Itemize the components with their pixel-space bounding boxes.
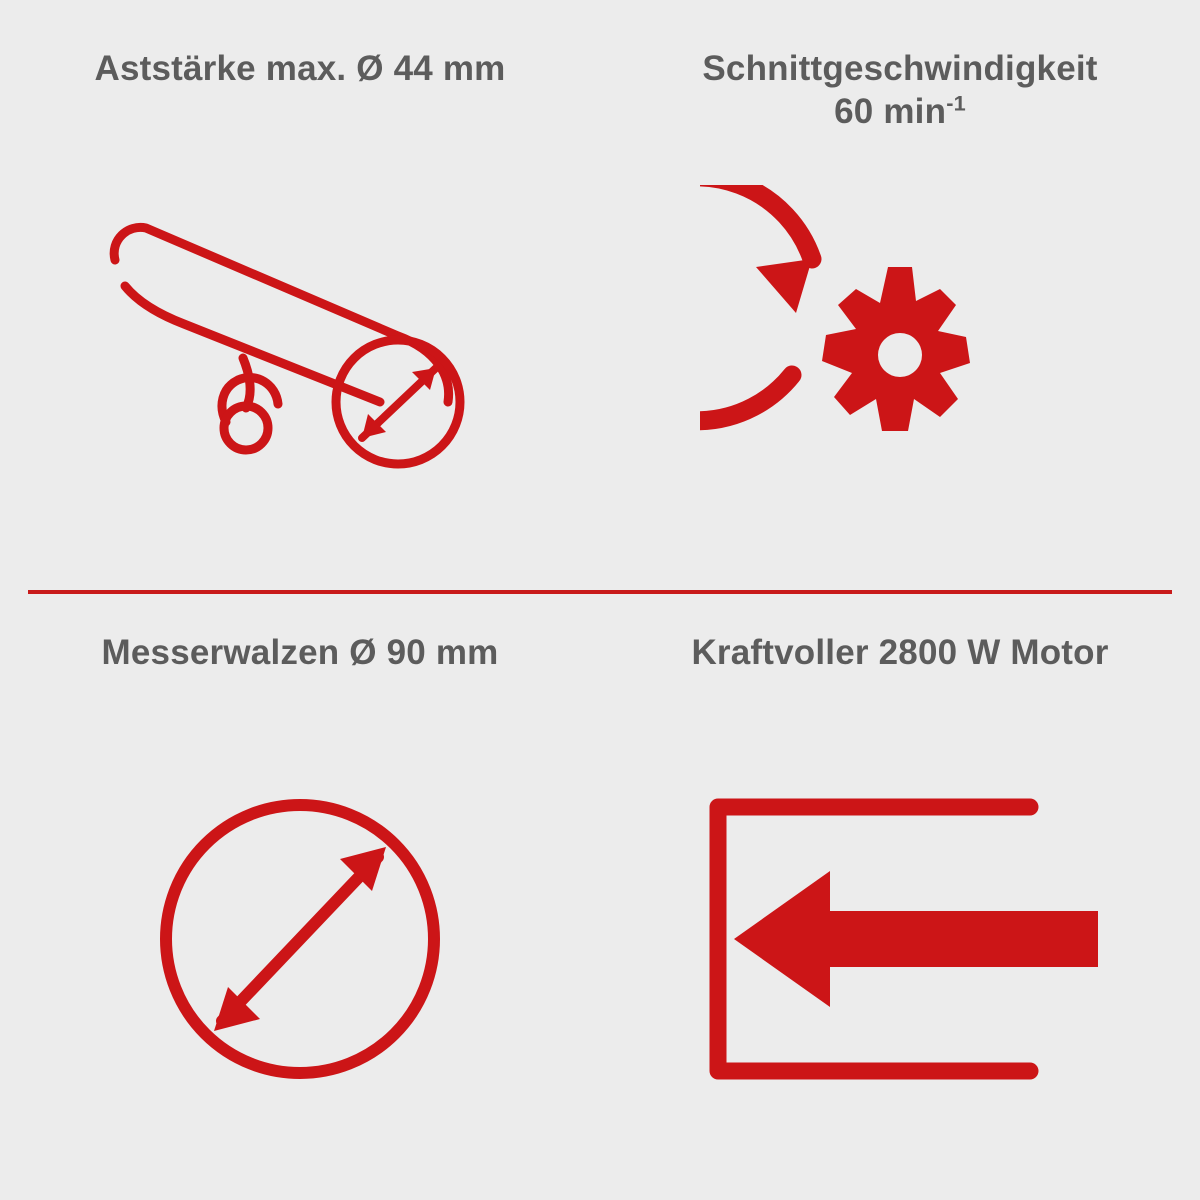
feature-card-branch-diameter [0,0,600,600]
feature-card-knife-roller-diameter [0,600,600,1200]
feature-caption-knife-roller-diameter: Messerwalzen Ø 90 mm [101,633,499,672]
feature-card-cutting-speed [600,0,1200,600]
circle-diameter-arrow-icon [0,679,600,1200]
feature-caption-motor-power: Kraftvoller 2800 W Motor [691,633,1109,672]
branch-diameter-icon [0,81,600,600]
cutting-speed-line1: Schnittgeschwindigkeit [702,49,1098,88]
box-arrow-in-left-icon [600,679,1200,1200]
cutting-speed-line2: 60 min [834,91,947,131]
feature-caption-branch-diameter: Aststärke max. Ø 44 mm [94,49,506,88]
rotating-gear-arrow-icon [600,109,1200,600]
feature-card-motor-power [600,600,1200,1200]
section-divider [28,590,1172,594]
cutting-speed-exponent: -1 [946,90,966,116]
